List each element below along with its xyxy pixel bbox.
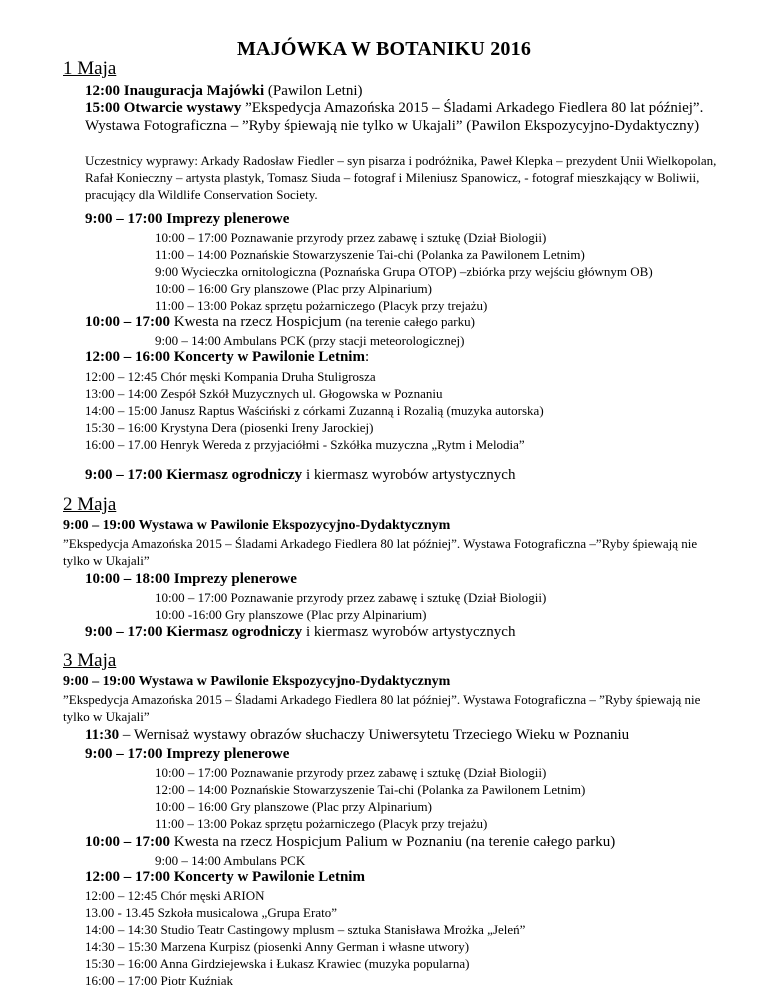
day3-concerts-heading: 12:00 – 17:00 Koncerty w Pawilonie Letnim [85,869,365,885]
day1-outdoor-item: 11:00 – 13:00 Pokaz sprzętu pożarniczego (Placyk przy trejażu) [155,298,488,313]
concerts-heading-text: 12:00 – 16:00 Koncerty w Pawilonie Letnim [85,349,365,365]
day1-charity-collection [85,313,475,331]
day1-concerts-heading [85,348,369,366]
day3-outdoor-item: 10:00 – 16:00 Gry planszowe (Plac przy Alpinarium) [155,799,432,814]
inauguration-time: 12:00 Inauguracja Majówki [85,83,265,99]
day3-outdoor-item: 12:00 – 14:00 Poznańskie Stowarzyszenie Tai-chi (Polanka za Pawilonem Letnim) [155,782,586,797]
charity-time: 10:00 – 17:00 [85,314,170,330]
exhibition-opening-time: 15:00 Otwarcie wystawy [85,100,242,116]
day3-outdoor-item: 11:00 – 13:00 Pokaz sprzętu pożarniczego (Placyk przy trejażu) [155,816,488,831]
fair-time: 9:00 – 17:00 Kiermasz ogrodniczy [85,624,303,640]
day1-ambulance: 9:00 – 14:00 Ambulans PCK (przy stacji meteorologicznej) [155,333,465,348]
vernissage-time: 11:30 [85,727,120,743]
day3-exhibition-text: ”Ekspedycja Amazońska 2015 – Śladami Arkadego Fiedlera 80 lat później”. Wystawa Fotograficzna – ”Ryby śpiewają nie tylko w Ukajali” [63,692,701,724]
day3-charity-collection [85,833,615,851]
day1-outdoor-item: 9:00 Wycieczka ornitologiczna (Poznańska Grupa OTOP) –zbiórka przy wejściu głównym OB) [155,264,653,279]
day2-outdoor-item: 10:00 – 17:00 Poznawanie przyrody przez zabawę i sztukę (Dział Biologii) [155,590,547,605]
charity-text: Kwesta na rzecz Hospicjum [170,314,346,330]
day3-concert-item: 14:30 – 15:30 Marzena Kurpisz (piosenki Anny German i własne utwory) [85,939,470,954]
day1-participants: Uczestnicy wyprawy: Arkady Radosław Fiedler – syn pisarza i podróżnika, Paweł Klepka – prezydent Unii Wielkopolan, Rafał Konieczny – artysta plastyk, Tomasz Siuda – fotograf i Mileniusz Spanowicz, - fotograf mieszkający w Boliwii, pracujący dla Wildlife Conservation Society. [85,153,717,202]
day2-exhibition-text: ”Ekspedycja Amazońska 2015 – Śladami Arkadego Fiedlera 80 lat później”. Wystawa Fotograficzna –”Ryby śpiewają nie tylko w Ukajali” [63,536,698,568]
day2-exhibition-heading: 9:00 – 19:00 Wystawa w Pawilonie Ekspozycyjno-Dydaktycznym [63,518,451,533]
day3-exhibition-heading: 9:00 – 19:00 Wystawa w Pawilonie Ekspozycyjno-Dydaktycznym [63,674,451,689]
vernissage-text: – Wernisaż wystawy obrazów słuchaczy Uniwersytetu Trzeciego Wieku w Poznaniu [119,727,630,743]
page-title: MAJÓWKA W BOTANIKU 2016 [236,38,532,60]
fair-text: i kiermasz wyrobów artystycznych [302,467,516,483]
day1-heading: 1 Maja [63,58,117,79]
day3-ambulance: 9:00 – 14:00 Ambulans PCK [155,853,306,868]
day3-concert-item: 16:00 – 17:00 Piotr Kuźniak [85,973,234,988]
day3-outdoor-heading: 9:00 – 17:00 Imprezy plenerowe [85,746,290,762]
charity-text: Kwesta na rzecz Hospicjum Palium w Poznaniu (na terenie całego parku) [170,834,616,850]
day3-concert-item: 13.00 - 13.45 Szkoła musicalowa „Grupa Erato” [85,905,337,920]
day3-vernissage [85,726,629,744]
fair-time: 9:00 – 17:00 Kiermasz ogrodniczy [85,467,303,483]
day1-outdoor-item: 10:00 – 17:00 Poznawanie przyrody przez zabawę i sztukę (Dział Biologii) [155,230,547,245]
day1-concert-item: 14:00 – 15:00 Janusz Raptus Waściński z córkami Zuzanną i Rozalią (muzyka autorska) [85,403,544,418]
day1-concert-item: 15:30 – 16:00 Krystyna Dera (piosenki Ireny Jarockiej) [85,420,374,435]
inauguration-place: (Pawilon Letni) [264,83,363,99]
day2-outdoor-item: 10:00 -16:00 Gry planszowe (Plac przy Alpinarium) [155,607,427,622]
fair-text: i kiermasz wyrobów artystycznych [302,624,516,640]
charity-time: 10:00 – 17:00 [85,834,170,850]
concerts-heading-colon: : [364,349,370,365]
day1-outdoor-item: 11:00 – 14:00 Poznańskie Stowarzyszenie Tai-chi (Polanka za Pawilonem Letnim) [155,247,585,262]
day2-outdoor-heading: 10:00 – 18:00 Imprezy plenerowe [85,571,297,587]
day3-concert-item: 12:00 – 12:45 Chór męski ARION [85,888,265,903]
day1-inauguration [85,82,363,100]
day3-concert-item: 14:00 – 14:30 Studio Teatr Castingowy mplusm – sztuka Stanisława Mrożka „Jeleń” [85,922,526,937]
day1-outdoor-heading: 9:00 – 17:00 Imprezy plenerowe [85,211,290,227]
day1-outdoor-item: 10:00 – 16:00 Gry planszowe (Plac przy Alpinarium) [155,281,432,296]
day1-exhibition-opening [85,99,710,135]
day3-heading: 3 Maja [63,650,117,671]
day3-concert-item: 15:30 – 16:00 Anna Girdziejewska i Łukasz Krawiec (muzyka popularna) [85,956,470,971]
day1-concert-item: 12:00 – 12:45 Chór męski Kompania Druha Stuligrosza [85,369,376,384]
day1-concert-item: 16:00 – 17.00 Henryk Wereda z przyjaciółmi - Szkółka muzyczna „Rytm i Melodia” [85,437,525,452]
day1-fair [85,466,515,484]
day2-heading: 2 Maja [63,494,117,515]
exhibition-opening-text: ”Ekspedycja Amazońska 2015 – Śladami Arkadego Fiedlera 80 lat później”. Wystawa Fotograficzna – ”Ryby śpiewają nie tylko w Ukajali” (Pawilon Ekspozycyjno-Dydaktyczny) [85,100,704,134]
charity-place: (na terenie całego parku) [345,314,475,329]
day3-outdoor-item: 10:00 – 17:00 Poznawanie przyrody przez zabawę i sztukę (Dział Biologii) [155,765,547,780]
day2-fair [85,623,515,641]
day1-concert-item: 13:00 – 14:00 Zespół Szkół Muzycznych ul. Głogowska w Poznaniu [85,386,443,401]
